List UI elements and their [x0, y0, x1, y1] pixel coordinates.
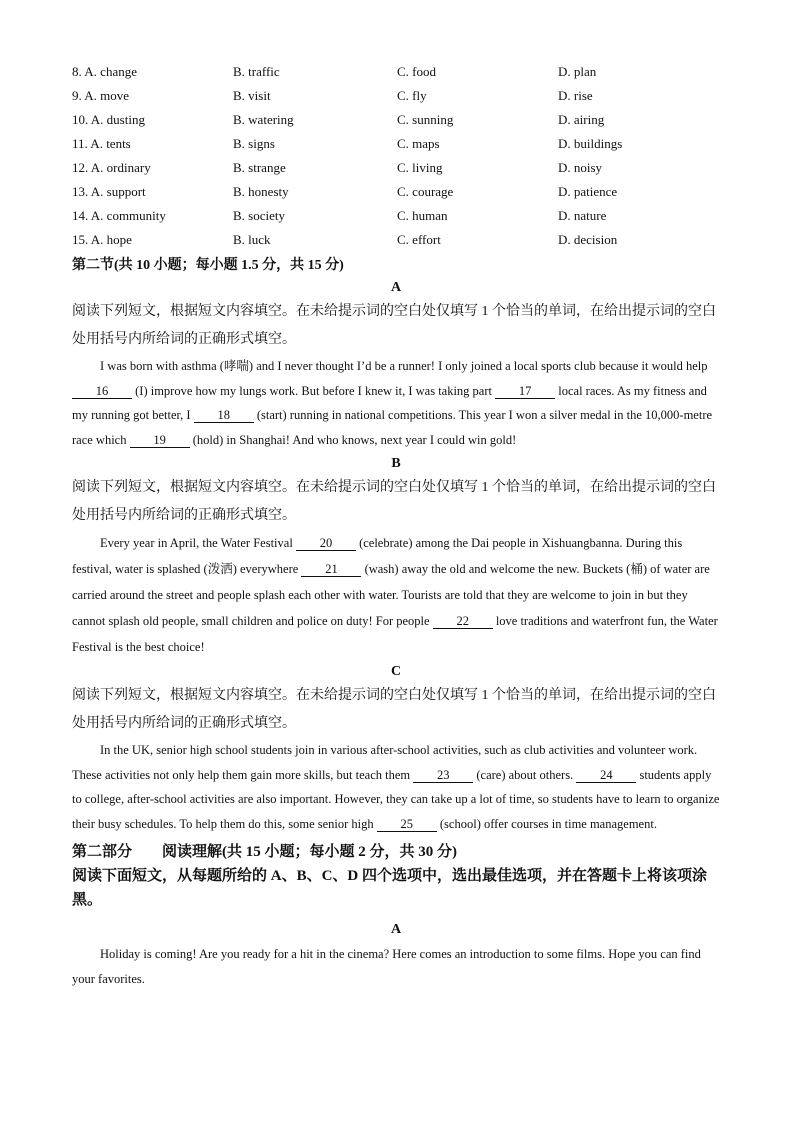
option-cell: B. strange [233, 160, 286, 175]
option-cell: B. society [233, 208, 285, 223]
options-row [72, 108, 720, 132]
options-row [72, 180, 720, 204]
passage-b-instruction: 阅读下列短文，根据短文内容填空。在未给提示词的空白处仅填写 1 个恰当的单词，在给出提示词的空白处用括号内所给词的正确形式填空。 [72, 480, 716, 523]
option-cell: 13. A. support [72, 184, 146, 199]
option-cell: 15. A. hope [72, 232, 132, 247]
section2-heading: 第二节(共 10 小题；每小题 1.5 分，共 15 分) [72, 258, 344, 273]
blank-24[interactable]: 24 [576, 768, 636, 783]
option-cell: 9. A. move [72, 88, 130, 103]
part2-passage-letter: A [390, 922, 402, 937]
option-cell: 8. A. change [72, 64, 137, 79]
option-cell: C. maps [397, 136, 440, 151]
blank-22[interactable]: 22 [433, 614, 493, 629]
option-cell: B. traffic [233, 64, 280, 79]
passage-a-text: I was born with asthma (哮喘) and I never thought I’d be a runner! I only joined a local sports club because it would help 16 (I) improve how my lungs work. But before I knew it, I was taking part 17 local races. As my fitness and my running got better, I 18 (start) running in national competitions. This year I won a silver medal in the 10,000-metre race which 19 (hold) in Shanghai! And who knows, next year I could win gold! [72, 359, 713, 447]
option-cell: 10. A. dusting [72, 112, 145, 127]
part2-heading: 第二部分 阅读理解(共 15 小题；每小题 2 分，共 30 分) [72, 844, 457, 860]
exam-page [72, 60, 720, 991]
option-cell: D. buildings [558, 136, 623, 151]
passage-b-text: Every year in April, the Water Festival 20 (celebrate) among the Dai people in Xishuangbanna. During this festival, water is splashed (泼洒) everywhere 21 (wash) away the old and welcome the new. Buckets (桶) of water are carried around the street and people splash each other with water. Tourists are told that they are welcome to join in but they cannot splash old people, small children and police on duty! For people 22 love traditions and waterfront fun, the Water Festival is the best choice! [72, 536, 718, 654]
passage-c-letter: C [390, 664, 402, 679]
option-cell: C. courage [397, 184, 454, 199]
option-cell: C. fly [397, 88, 427, 103]
passage-a-instruction: 阅读下列短文，根据短文内容填空。在未给提示词的空白处仅填写 1 个恰当的单词，在给出提示词的空白处用括号内所给词的正确形式填空。 [72, 304, 716, 347]
options-row [72, 156, 720, 180]
blank-16[interactable]: 16 [72, 384, 132, 399]
option-cell: D. noisy [558, 160, 603, 175]
option-cell: C. food [397, 64, 436, 79]
passage-c-instruction: 阅读下列短文，根据短文内容填空。在未给提示词的空白处仅填写 1 个恰当的单词，在给出提示词的空白处用括号内所给词的正确形式填空。 [72, 688, 716, 731]
option-cell: 14. A. community [72, 208, 166, 223]
option-cell: D. rise [558, 88, 593, 103]
options-row [72, 60, 720, 84]
option-cell: C. living [397, 160, 443, 175]
option-cell: D. nature [558, 208, 607, 223]
option-cell: B. signs [233, 136, 275, 151]
blank-21[interactable]: 21 [301, 562, 361, 577]
option-cell: B. honesty [233, 184, 289, 199]
part2-passage-text: Holiday is coming! Are you ready for a hit in the cinema? Here comes an introduction to some films. Hope you can find your favorites. [72, 947, 701, 986]
option-cell: D. plan [558, 64, 597, 79]
blank-18[interactable]: 18 [194, 408, 254, 423]
cloze-options-table [72, 60, 720, 252]
blank-25[interactable]: 25 [377, 817, 437, 832]
option-cell: 11. A. tents [72, 136, 131, 151]
blank-19[interactable]: 19 [130, 433, 190, 448]
blank-17[interactable]: 17 [495, 384, 555, 399]
blank-23[interactable]: 23 [413, 768, 473, 783]
option-cell: D. patience [558, 184, 618, 199]
option-cell: C. effort [397, 232, 441, 247]
options-row [72, 132, 720, 156]
part2-instruction: 阅读下面短文，从每题所给的 A、B、C、D 四个选项中，选出最佳选项，并在答题卡上将该项涂黑。 [72, 868, 708, 908]
passage-a-letter: A [390, 280, 402, 295]
option-cell: B. visit [233, 88, 271, 103]
options-row [72, 84, 720, 108]
option-cell: D. airing [558, 112, 605, 127]
option-cell: C. sunning [397, 112, 454, 127]
options-row [72, 204, 720, 228]
passage-b-letter: B [391, 456, 401, 471]
option-cell: C. human [397, 208, 448, 223]
option-cell: 12. A. ordinary [72, 160, 151, 175]
passage-c-text: In the UK, senior high school students join in various after-school activities, such as club activities and volunteer work. These activities not only help them gain more skills, but teach them 23 (care) about others. 24 students apply to college, after-school activities are also important. However, they can take up a lot of time, so students have to learn to organize their busy schedules. To help them do this, some senior high 25 (school) offer courses in time management. [72, 743, 720, 831]
option-cell: B. watering [233, 112, 294, 127]
option-cell: B. luck [233, 232, 271, 247]
blank-20[interactable]: 20 [296, 536, 356, 551]
option-cell: D. decision [558, 232, 618, 247]
options-row [72, 228, 720, 252]
